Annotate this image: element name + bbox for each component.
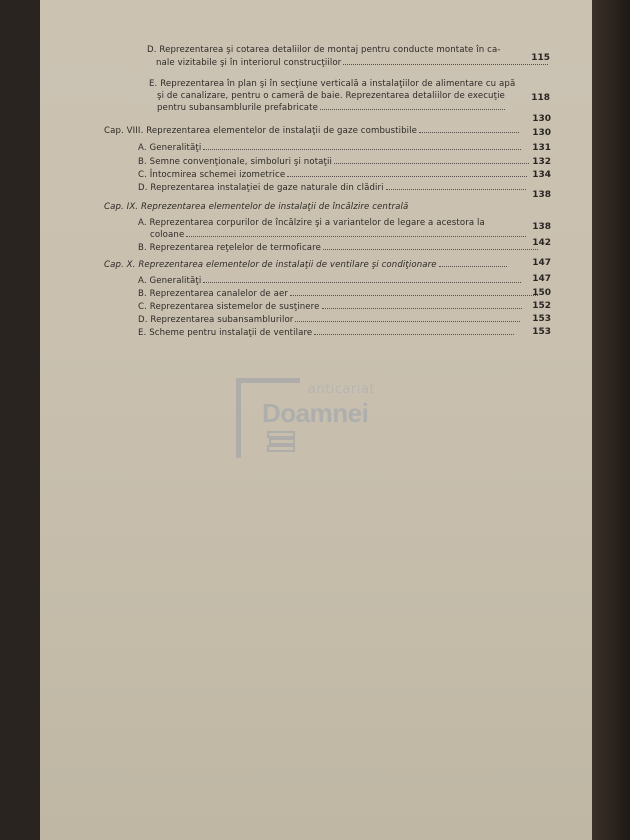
watermark-main-text: Doamnei xyxy=(262,398,369,428)
toc-page-10b: 150 xyxy=(532,288,551,298)
document-page xyxy=(40,0,592,840)
toc-entry-10a: A. Generalităţi xyxy=(138,276,521,287)
toc-entry-10b: B. Reprezentarea canalelor de aer xyxy=(138,289,538,300)
toc-chapter-8-title: Cap. VIII. Reprezentarea elementelor de instalaţii de gaze combustibile xyxy=(104,126,519,137)
toc-entry-9a-line1: A. Reprezentarea corpurilor de încălzire şi a variantelor de legare a acestora la xyxy=(138,218,485,228)
toc-page-10a: 147 xyxy=(532,274,551,284)
toc-entry-7d-line1: D. Reprezentarea şi cotarea detaliilor de montaj pentru conducte montate în ca- xyxy=(147,45,501,55)
toc-entry-8a: A. Generalităţi xyxy=(138,143,521,154)
toc-entry-9a-line2: coloane xyxy=(150,230,526,241)
toc-page-7d: 115 xyxy=(531,53,550,63)
toc-page-9b: 142 xyxy=(532,238,551,248)
background-edge xyxy=(592,0,630,840)
toc-page-7e-next: 130 xyxy=(532,114,551,124)
watermark-top-text: anticariat xyxy=(308,382,376,397)
toc-page-10e: 153 xyxy=(532,327,551,337)
toc-chapter-10-title: Cap. X. Reprezentarea elementelor de instalaţii de ventilare şi condiţionare xyxy=(104,260,507,271)
toc-page-8d: 138 xyxy=(532,190,551,200)
toc-page-9a: 138 xyxy=(532,222,551,232)
anticariat-watermark xyxy=(236,378,406,460)
toc-chapter-9-title: Cap. IX. Reprezentarea elementelor de instalaţii de încălzire centrală xyxy=(104,202,409,212)
toc-entry-10e: E. Scheme pentru instalaţii de ventilare xyxy=(138,328,514,339)
toc-entry-7e-line3: pentru subansamblurile prefabricate xyxy=(157,103,505,114)
toc-entry-8d: D. Reprezentarea instalaţiei de gaze naturale din clădiri xyxy=(138,183,526,194)
toc-entry-7d-line2: nale vizitabile şi în interiorul construcţiilor xyxy=(156,58,548,69)
toc-entry-10d: D. Reprezentarea subansamblurilor xyxy=(138,315,520,326)
toc-entry-8c: C. Întocmirea schemei izometrice xyxy=(138,170,527,181)
toc-page-ch10: 147 xyxy=(532,258,551,268)
toc-entry-10c: C. Reprezentarea sistemelor de susţinere xyxy=(138,302,522,313)
toc-page-8b: 132 xyxy=(532,157,551,167)
toc-page-10d: 153 xyxy=(532,314,551,324)
toc-page-8c: 134 xyxy=(532,170,551,180)
toc-page-ch8: 130 xyxy=(532,128,551,138)
toc-entry-9b: B. Reprezentarea reţelelor de termoficare xyxy=(138,243,538,254)
toc-entry-7e-line2: şi de canalizare, pentru o cameră de baie. Reprezentarea detaliilor de execuţie xyxy=(157,91,505,101)
book-stack-icon xyxy=(266,430,296,454)
toc-entry-8b: B. Semne convenţionale, simboluri şi notaţii xyxy=(138,157,529,168)
toc-page-7e: 118 xyxy=(531,93,550,103)
toc-page-10c: 152 xyxy=(532,301,551,311)
toc-entry-7e-line1: E. Reprezentarea în plan şi în secţiune verticală a instalaţiilor de alimentare cu apă xyxy=(149,79,516,89)
toc-page-8a: 131 xyxy=(532,143,551,153)
